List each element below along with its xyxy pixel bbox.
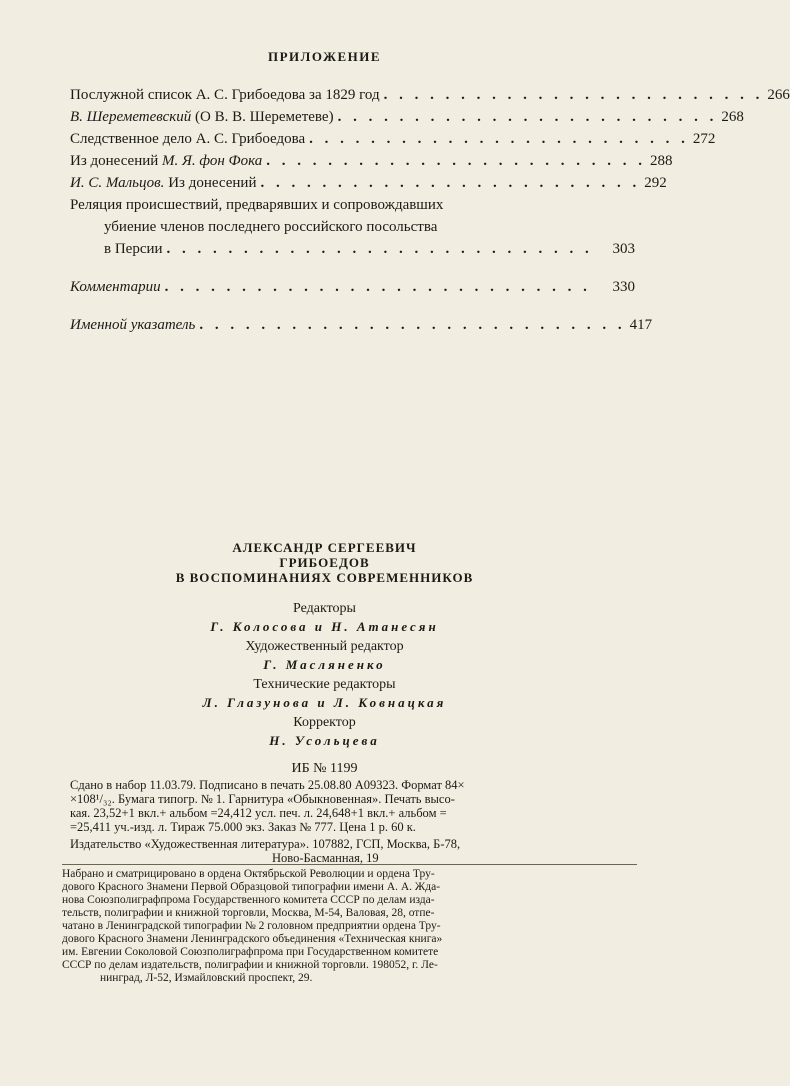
art-editor-label: Художественный редактор <box>245 639 404 654</box>
dot-leader: . . . . . . . . . . . . . . . . . . . . . . . . . <box>260 175 641 191</box>
editors-names: Г. Колосова и Н. Атанесян <box>210 619 439 634</box>
author-first-names: АЛЕКСАНДР СЕРГЕЕВИЧ <box>232 540 417 555</box>
ib-number: ИБ № 1199 <box>291 761 358 776</box>
page-number: 272 <box>692 131 716 147</box>
toc-entry: Следственное дело А. С. Грибоедова . . . . . . . . . . . . . . . . . . . . . . . . . 272 <box>70 128 635 150</box>
page-number: 266 <box>767 87 790 103</box>
dot-leader: . . . . . . . . . . . . . . . . . . . . . . . . . . . . <box>164 279 591 295</box>
author-surname: ГРИБОЕДОВ <box>279 555 370 570</box>
toc-entry: Из донесений М. Я. фон Фока . . . . . . . . . . . . . . . . . . . . . . . . . 288 <box>70 150 635 172</box>
dot-leader: . . . . . . . . . . . . . . . . . . . . . . . . . <box>383 87 764 103</box>
tech-editors-label: Технические редакторы <box>253 677 396 692</box>
page-number: 268 <box>721 109 744 125</box>
dot-leader: . . . . . . . . . . . . . . . . . . . . . . . . . . . . <box>199 317 626 333</box>
page-number: 330 <box>612 279 635 295</box>
toc-entry: Комментарии . . . . . . . . . . . . . . . . . . . . . . . . . . . . 330 <box>70 276 635 298</box>
toc-entry: Послужной список А. С. Грибоедова за 1829 год . . . . . . . . . . . . . . . . . . . . . . . . . 266 <box>70 84 635 106</box>
editors-label: Редакторы <box>293 601 356 616</box>
dot-leader: . . . . . . . . . . . . . . . . . . . . . . . . . <box>309 131 689 147</box>
toc-entry: В. Шереметевский (О В. В. Шереметеве) . . . . . . . . . . . . . . . . . . . . . . . . . 268 <box>70 106 635 128</box>
art-editor-name: Г. Масляненко <box>263 657 386 672</box>
printer-block: Набрано и сматрицировано в ордена Октябрьской Революции и ордена Тру- дового Красного Знамени Первой Образцовой типографии имени А. А. Жда- нова Союзполиграфпрома Государственного комитета СССР по делам изда- тельств, полиграфии и книжной торговли, Москва, М-54, Валовая, 28, отпе- чатано в Ленинградской типографии № 2 головном предприятии ордена Тру- дового Красного Знамени Ленинградского объединения «Техническая книга» им. Евгении Соколовой Союзполиграфпрома при Государственном комитете СССР по делам издательств, полиграфии и книжной торговли. 198052, г. Ле- нинград, Л-52, Измайловский проспект, 29. <box>62 868 443 984</box>
toc <box>70 84 790 336</box>
dot-leader: . . . . . . . . . . . . . . . . . . . . . . . . . . . . <box>166 241 593 257</box>
toc-entry: И. С. Мальцов. Из донесений . . . . . . . . . . . . . . . . . . . . . . . . . 292 <box>70 172 635 194</box>
page-number: 292 <box>644 175 667 191</box>
toc-entry: Именной указатель . . . . . . . . . . . . . . . . . . . . . . . . . . . . 417 <box>70 314 635 336</box>
dot-leader: . . . . . . . . . . . . . . . . . . . . . . . . . <box>337 109 718 125</box>
imprint-block: Сдано в набор 11.03.79. Подписано в печать 25.08.80 А09323. Формат 84× ×108¹/₃₂. Бумага типогр. № 1. Гарнитура «Обыкновенная». Печать высо- кая. 23,52+1 вкл.+ альбом =24,412 усл. печ. л. 24,648+1 вкл.+ альбом = =25,411 уч.-изд. л. Тираж 75.000 экз. Заказ № 777. Цена 1 р. 60 к. Издательство «Художественная литература». 107882, ГСП, Москва, Б-78, Ново-Басманная, 19 <box>70 778 465 865</box>
page-number: 288 <box>649 153 673 169</box>
page-number: 303 <box>612 241 635 257</box>
section-title: ПРИЛОЖЕНИЕ <box>267 49 382 64</box>
proofreader-name: Н. Усольцева <box>269 733 380 748</box>
book-title: В ВОСПОМИНАНИЯХ СОВРЕМЕННИКОВ <box>175 570 474 585</box>
proofreader-label: Корректор <box>293 715 356 730</box>
page-number: 417 <box>629 317 653 333</box>
divider <box>62 864 637 865</box>
toc-entry-multiline: Реляция происшествий, предварявших и сопровождавших убиение членов последнего российского посольства в Персии . . . . . . . . . . . . . . . . . . . . . . . . . . . . 303 <box>70 194 635 260</box>
dot-leader: . . . . . . . . . . . . . . . . . . . . . . . . . <box>266 153 646 169</box>
tech-editors-names: Л. Глазунова и Л. Ковнацкая <box>202 695 447 710</box>
